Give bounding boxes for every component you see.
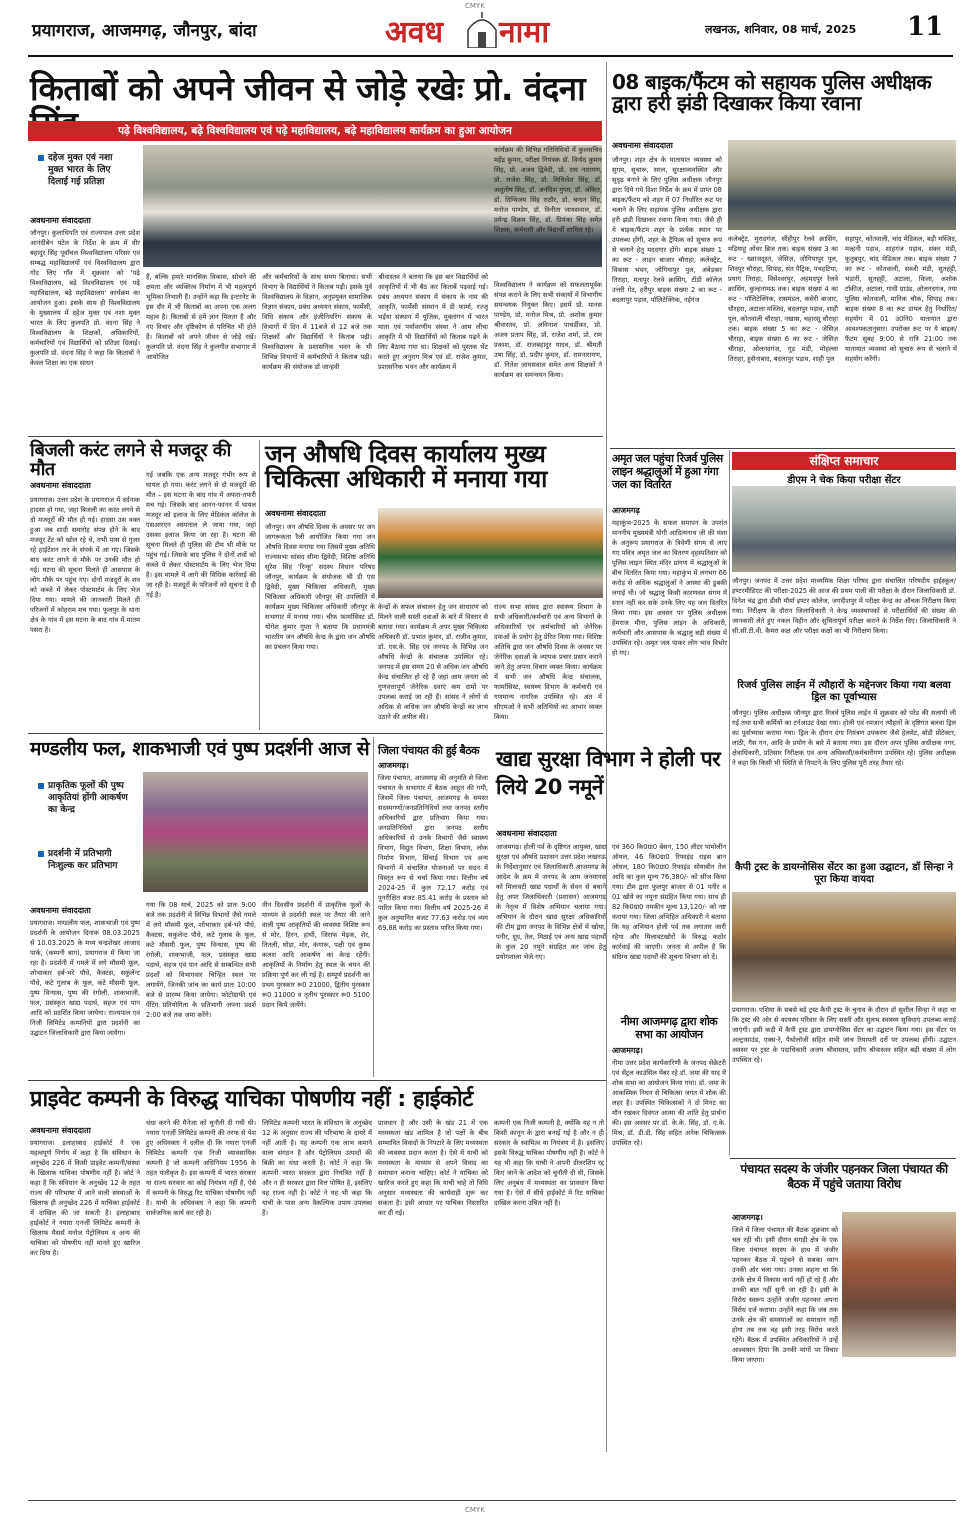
zila-headline: जिला पंचायत की हुई बैठक	[378, 744, 480, 757]
samachar-item2-text: जौनपुर। पुलिस अधीक्षक जौनपुर द्वारा रिजर्व पुलिस लाईन में शुक्रवार को परेड की सलामी ली गई तथा सभी कर्मियों का टर्नआउट देखा गया। होली एवं रमजान त्यौहारों के दृष्टिगत बलवा ड्रिल का पूर्वाभ्यास कराया गया। ड्रिल के दौरान दंगा नियंत्रण उपकरण जैसे हेलमेट, बॉडी प्रोटेक्टर, लाठी, गैस गन, आदि के प्रयोग के बारे में बताया गया। इस दौरान अपर पुलिस अधीक्षक नगर, क्षेत्राधिकारी, प्रतिसार निरीक्षक एवं अन्य अधिकारी/कर्मचारीगण उपस्थित रहे। पुलिस अधीक्षक ने कहा कि किसी भी स्थिति से निपटने के लिए पुलिस पूरी तरह तैयार रहे।	[732, 709, 956, 767]
logo-dome-icon	[465, 12, 499, 48]
samachar-title: संक्षिप्त समाचार	[732, 452, 956, 470]
header-dateline: लखनऊ, शनिवार, 08 मार्च, 2025	[705, 23, 857, 36]
lead-strap: पढ़े विश्वविद्यालय, बढ़े विश्वविद्यालय एवं पढ़े महाविद्यालय, बढ़े महाविद्यालय कार्यक्रम का हुआ आयोजन	[28, 121, 602, 141]
electro-byline: अवधनामा संवाददाता	[30, 481, 91, 490]
exhibition-col2: गया कि 08 मार्च, 2025 को प्रातः 9:00 बजे तक प्रदर्शनी में विभिन्न विभागों जैसे गमले में लगे मौसमी फूल, शोभाकार हर्ब-भरे पौधे, कैक्टस, सकुलेन्ट पौधे, कटे गुलाब के फूल, कटे मौसमी फूल, पुष्प विन्यास, पुष्प की रंगोली, शाकभाजी, फल, प्रसंस्कृत खाद्य पदार्थ, सहज एवं पान आदि से सम्बन्धित सभी प्रदर्शों को विभागवार चिन्हित स्थल पर लगायेंगे, जिनकी जांच का कार्य प्रातः 10:00 बजे से प्रारम्भ किया जायेगा। फोटोग्राफी एवं पेंटिंग प्रतियोगिता के प्रतिभागी अपना प्रदर्श 2:00 बजे तक जमा करेंगे।	[146, 901, 256, 1019]
rule-before-hc	[28, 1080, 606, 1081]
exhibition-bullet2: प्रदर्शनी में प्रतिभागी निःशुल्क कर प्रतिभाग	[38, 848, 138, 872]
exhibition-col3: तीन दिवसीय प्रदर्शनी में प्राकृतिक फूलों के माध्यम से प्रदर्शनी स्थल पर तैयार की जाने वाली पुष्प आकृतियों की व्यवस्था विशिष्ट रूप से मोर, हिरन, हाथी, जिराफ मेढ़क, शेर, तितली, घोड़ा, मोर, कंगारू, पक्षी एवं कुम्भ कलश आदि आकर्षण का केन्द्र रहेंगी। आकृतियों के निर्माण हेतु स्थल के चयन की प्रक्रिया पूर्ण कर ली गई है। सम्पूर्ण प्रदर्शनी का प्रथम पुरस्कार रू0 21000, द्वितीय पुरस्कार रू0 11000 व तृतीय पुरस्कार रू0 5100 प्रदान किये जायेंगे।	[262, 901, 370, 1009]
lead-bullet: दहेज मुक्त एवं नशा मुक्त भारत के लिए दिलाई गई प्रतिज्ञा	[38, 152, 130, 188]
divider-exhibition	[373, 737, 374, 1077]
hc-headline: प्राइवेट कम्पनी के विरुद्ध याचिका पोषणीय नहीं : हाईकोर्ट	[30, 1087, 473, 1112]
food-headline: खाद्य सुरक्षा विभाग ने होली पर लिये 20 नमूनें	[496, 747, 721, 799]
aushadhi-col1: जौनपुर। जन औषधि दिवस के अवसर पर जन जागरूकता रैली आयोजित किया गया जन औषधि दिवस मनाया गया जिसमें मुख्य अतिथि राज्यसभा सांसद सीमा द्विवेदी, विशिष्ट अतिथि सुरेश सिंह 'रिन्कू' सदस्य विधान परिषद जौनपुर, कार्यक्रम के संयोजक श्री डी एस द्विवेदी, मुख्य चिकित्सा अधिकारी, मुख्य चिकित्सा अधिकारी जौनपुर की उपस्थिति में कार्यक्रम मुख्य चिकित्सा अधिकारी जौनपुर के सभागार में मनाया गया। चीफ फार्मासिस्ट डॉ. योगेश कुमार गुप्ता ने बताया कि प्रधानमंत्री भारतीय जन औषधि केन्द्र के द्वारा जन औषधि का प्रचलन किया गया।	[265, 523, 375, 651]
rule-before-panchayat	[730, 1158, 956, 1159]
samachar-item1-photo	[732, 486, 956, 572]
logo-right-text: नामा	[499, 15, 550, 50]
aushadhi-photo	[378, 508, 603, 598]
lead-col5: कार्यक्रम की विभिन्न गतिविधियों में कुलसचिव महेंद्र कुमार, परीक्षा नियंत्रक डॉ. विनोद कुमार सिंह, प्रो. अजय द्विवेदी, प्रो. राम नारायण, प्रो. राजेश सिंह, प्रो. मिथिलेश सिंह, डॉ. अशुतोष सिंह, डॉ. अनंदिश गुप्ता, डॉ. अंकित, डॉ. दिग्विजय सिंह राठौर, डॉ. चन्दन सिंह, मनोज पाण्डेय, डॉ. विनीता जायसवाल, डॉ. प्रमेन्द्र विक्रम सिंह, डॉ. प्रियंका सिंह समेत शिक्षक, कर्मचारी और विद्यार्थी शामिल रहे।	[494, 146, 602, 234]
exhibition-bullet1: प्राकृतिक फूलों की पुष्प आकृतियां होंगी आकर्षण का केन्द्र	[38, 780, 138, 816]
lead-col4: श्रीवास्तव ने बताया कि इस बार विद्यार्थियों को आकृतियों में भी बैठ कर किताबें पढ़वाई गई। प्रबंध अध्ययन संकाय में संकाय के नाम की आकृति, फार्मेसी संस्थान में डी फार्मा, रज्जू भईया संस्थान में यूजिक, मुक्तांगन में भारत माता एवं पर्यावरणीय संस्था ने आम लीचा आकृति में भी विद्यार्थियों को किताब पढ़ने के लिए बैठाया गया था। शिक्षकों को पुस्तक भेंट करते हुए अनुराग मिश्र एवं डॉ. राजेश कुमार, प्रशासनिक भवन और कार्यक्रम में	[378, 273, 488, 371]
amrit-byline: आजमगढ़	[612, 506, 640, 515]
panchayat-photo	[842, 1212, 956, 1357]
shok-byline: आजमगढ़।	[612, 1046, 643, 1055]
divider-electro	[259, 440, 260, 730]
aushadhi-col2: केन्द्रों के सफल संचालन हेतु जन साधारण को मिलने वाली सस्ती दवाओं के बारे में विस्तार से बताया गया। कार्यक्रम में अपर मुख्य चिकित्सा अधिकारी डॉ. प्रभात कुमार, डॉ. राजीव कुमार, डॉ. एस.के. सिंह एवं जनपद के विभिन्न जन औषधि केन्द्रों के संचालक उपस्थित रहे। जनपद में इस समय 20 से अधिक जन औषधि केन्द्र संचालित हो रहे हैं जहां आम जनता को गुणवत्तापूर्ण जेनेरिक दवाएं कम दामों पर उपलब्ध कराई जा रही हैं। सांसद ने लोगों से अधिक से अधिक जन औषधि केन्द्रों का लाभ उठाने की अपील की।	[378, 603, 488, 721]
samachar-item3-head: कैपी ट्रस्ट के डायग्नोसिस सेंटर का हुआ उद्घाटन, डॉ सिन्हा ने पूरा किया वायदा	[734, 862, 953, 885]
exhibition-photo	[143, 772, 368, 892]
bike-col1: जौनपुर। शहर क्षेत्र के यातायात व्यवस्था को सुगम, सुचारू, सरल, सुरक्षाव्यवस्थित और सुदृढ़ बनाने के लिए पुलिस अधीक्षक जौनपुर द्वारा दिये गये दिशा निर्देश के क्रम में प्राप्त 08 बाइक/फैंटम को शहर में 07 निर्धारित रूट पर चलाने के लिए सहायक पुलिस अधीक्षक द्वारा हरी झंडी दिखाकर रवाना किया गया। जैसे ही ये बाइक/फैंटम शहर के प्रत्येक स्थान पर उपलब्ध होंगी, शहर के ट्रैफिक को सुचारु रूप से चलाने हेतु मददगार होंगे। बाइक संख्या 1 का रूट - लाइन बाजार चौराहा, कलेक्ट्रेट, विकास भवन, जोगियापुर पुल, अंबेडकर तिराहा, मतापुर रेलवे क्रासिंग, टीडी कॉलेज उत्तरी गेट, हरीपुर बाइक संख्या 2 का रूट - बदलापुर पड़ाव, पॉलिटेक्निक, नईगंज	[612, 156, 722, 304]
header-rule	[28, 55, 953, 57]
rule-after-aushadhi	[28, 733, 603, 734]
food-byline: अवधनामा संवाददाता	[496, 829, 557, 838]
page-number: 11	[907, 12, 944, 42]
lead-byline: अवधनामा संवाददाता	[30, 216, 91, 225]
logo-left-text: अवध	[385, 15, 444, 50]
exhibition-byline: अवधनामा संवाददाता	[30, 906, 91, 915]
food-col2: एवं 360 कि0ग्रा0 बेसन, 150 लीटर पामोलीन ऑयल, 46 कि0ग्रा0 रिफाइंड राइस ब्रान ऑयल, 180 कि0ग्रा0 रिफाइंड सोयाबीन तेल आदि का कुल मूल्य 76,380/- को सीज किया गया। टीम द्वारा फूलपुर बाजार से 01 पनीर व 01 खोये का नमूना संग्रहित किया गया। साथ ही 82 कि0ग्रा0 नमकीन मूल्य 13,120/- को नष्ट कराया गया। जिला अभिहित अधिकारी ने बताया कि यह अभियान होली पर्व तक लगातार जारी रहेगा और मिलावटखोरों के विरुद्ध कठोर कार्रवाई की जाएगी। जनता से अपील है कि संदिग्ध खाद्य पदार्थों की सूचना विभाग को दें।	[612, 843, 726, 961]
print-mark-bottom: CMYK	[465, 1506, 485, 1514]
hc-col4: प्रावधान है और उसी के खंड 21 में एक मध्यस्थता खंड शामिल है जो पक्षों के बीच सम्भावित विवादों के निपटारे के लिए मध्यस्थता की व्यवस्था प्रदान करता है। ऐसे में याची को मध्यस्थता के माध्यम से अपने विवाद का समाधान कराना चाहिए। कोर्ट ने याचिका को खारिज करते हुए कहा कि याची चाहे तो विधि अनुसार मध्यस्थता की कार्यवाही शुरू कर सकता है। इसी आधार पर याचिका निस्तारित कर दी गई।	[378, 1119, 488, 1217]
hc-col2: धंधा करने की मैनेजा को चुनौती दी गयी थी। नयारा एनर्जी लिमिटेड कम्पनी की तरफ से पेश हुए अधिवक्ता ने दलील दी कि नयारा एनर्जी लिमिटेड कम्पनी एक निजी व्यावसायिक कम्पनी है जो कम्पनी अधिनियम 1956 के तहत पंजीकृत है। इस कम्पनी में भारत सरकार या राज्य सरकार का कोई नियंत्रण नहीं है, ऐसे में कम्पनी के विरुद्ध रिट याचिका पोषणीय नहीं है। याची के अधिवक्ता ने कहा कि कम्पनी सार्वजनिक कार्य कर रही है।	[146, 1119, 256, 1217]
panchayat-headline: पंचायत सदस्य के जंजीर पहनकर जिला पंचायत की बैठक में पहुंचे जताया विरोध	[740, 1162, 948, 1191]
masthead-logo	[385, 10, 595, 50]
bike-photo	[728, 140, 956, 230]
lead-headline: किताबों को अपने जीवन से जोड़े रखेः प्रो. वंदना	[30, 69, 586, 108]
zila-text: जिला पंचायत, आजमगढ़ की अनुमति से जिला पंचायत के सभागार में बैठक आहूत की गयी, जिसमें जिला पंचायत, आजमगढ़ के समस्त सदस्यगणों/जनप्रतिनिधियों तथा जनपद स्तरीय अधिकारियों द्वारा प्रतिभाग किया गया। जनप्रतिनिधियों द्वारा जनपद स्तरीय अधिकारियों से उनके विभागों जैसे स्वास्थ्य विभाग, विद्युत विभाग, शिक्षा विभाग, लोक निर्माण विभाग, सिंचाई विभाग एवं अन्य विभागों में संचालित योजनाओं पर सदन में विस्तृत रूप से चर्चा किया गया। वित्तीय वर्ष 2024-25 में कुल 72.17 करोड़ एवं पुनरीक्षित बजट 85.41 करोड़ के प्रस्ताव को पारित किया गया। वित्तीय वर्ष 2025-26 में कुल अनुमानित बजट 77.63 करोड़ एवं व्यय 69.88 करोड़ का प्रस्ताव पारित किया गया।	[378, 774, 488, 932]
footer-rule	[28, 1500, 956, 1501]
hc-col1: प्रयागराज। इलाहाबाद हाईकोर्ट ने एक महत्वपूर्ण निर्णय में कहा है कि संविधान के अनुच्छेद 226 में किसी प्राइवेट कम्पनी/संस्था के खिलाफ याचिका पोषणीय नहीं है। कोर्ट ने कहा है कि संविधान के अनुच्छेद 12 के तहत राज्य की परिभाषा में आने वाली संस्थाओं के खिलाफ ही अनुच्छेद 226 में याचिका हाईकोर्ट में दाखिल की जा सकती है। इलाहाबाद हाईकोर्ट ने नयारा एनर्जी लिमिटेड कम्पनी के खिलाफ मैसर्स मनोज पेट्रोलियम व अन्य की याचिका को पोषणीय नहीं मानते हुए खारिज कर दिया है।	[30, 1139, 140, 1257]
amrit-headline: अमृत जल पहुंचा रिजर्व पुलिस लाइन श्रद्धालुओं में हुआ गंगा जल का वितरित	[612, 452, 723, 491]
bike-col2: कलेक्ट्रेट, मुरादगंज, सीहीपुर रेलवे क्रासिंग, मड़ियाहू ओवर ब्रिज तक। बाइक संख्या 3 का रूट - ख्वाजदूस्त, जेसिज़, जोगियापुर पुल, शिवपुर चौराहा, सिपाह, संत पैट्रिक, पचहटिया, प्रयाग तिराहा, विसेश्वरपुर, अहमदपुर रेलवे क्रासिंग, कुल्हनामऊ तक। बाइक संख्या 4 का रूट - पॉलिटेक्निक, रासमंडल, कसेरी बाजार, धौरहरा, अटाला मस्जिद, बदलापुर पड़ाव, शाही पुल, कोतवाली चौराहा, नखास, चहारसू चौराहा तक। बाइक संख्या 5 का रूट - जेसिज़ चौराहा, बाइक संख्या 6 का रूट - जेसिज़ चौराहा, ओलनदगंज, गुड़ मंडी, मोहल्ला तिराहा, हुसैनाबाद, बदलापुर पड़ाव, शाही पुल	[728, 235, 838, 363]
samachar-item3-text: प्रयागराज। एशिया के सबसे बड़े ट्रस्ट कैपी ट्रस्ट के चुनाव के दौरान डॉ सुशील सिन्हा ने कहा था कि ट्रस्ट की ओर से कायस्थ परिवार के लिए सस्ती और सुलभ स्वास्थ्य सुविधाएं उपलब्ध कराई जाएंगी। इसी कड़ी में कैपी ट्रस्ट द्वारा डायग्नोसिस सेंटर का उद्घाटन किया गया। इस सेंटर पर अल्ट्रासाउंड, एक्स-रे, पैथोलॉजी सहित सभी जांच रियायती दरों पर उपलब्ध होंगी। उद्घाटन अवसर पर ट्रस्ट के पदाधिकारी अजय श्रीवास्तव, प्रदीप श्रीवास्तव सहित बड़ी संख्या में लोग उपस्थित रहे।	[732, 1006, 956, 1064]
exhibition-headline: मण्डलीय फल, शाकभाजी एवं पुष्प प्रदर्शनी आज से	[30, 738, 370, 760]
samachar-item1-head: डीएम ने चेक किया परीक्षा सेंटर	[787, 475, 901, 486]
print-mark-top: CMYK	[465, 2, 485, 10]
aushadhi-headline: जन औषधि दिवस कार्यालय मुख्य चिकित्सा अधिकारी में मनाया गया	[265, 440, 547, 494]
lead-col2: हैं, बल्कि हमारे मानसिक विकास, सोचने की क्षमता और व्यक्तित्व निर्माण में भी महत्वपूर्ण भूमिका निभाती हैं। उन्होंने कहा कि इन्टरनेट के इस दौर में भी किताबों का अपना एक अलग महत्व है। किताबों से हमें ज्ञान मिलता है और नए विचार और दृष्टिकोण से परिचित भी होते हैं। किताबों को अपने जीवन से जोड़े रखें। कुलपति प्रो. वंदना सिंह ने कुलगीत सभागार में आयोजित	[146, 273, 256, 361]
panchayat-byline: आजमगढ़।	[732, 1213, 763, 1222]
rule-after-bike	[610, 448, 955, 449]
electro-headline: बिजली करंट लगने से मजदूर की मौत	[30, 440, 231, 480]
shok-text: नीमा उत्तर प्रदेश कार्यकारिणी के जनपद सेक्रेटरी एवं सेंट्रल काउंसिल मेंबर रहे डॉ. जमा की याद में शोक सभा का आयोजन किया गया। डॉ. जमा के आकस्मिक निधन से चिकित्सा जगत में शोक की लहर है। उपस्थित चिकित्सकों ने दो मिनट का मौन रखकर दिवंगत आत्मा की शांति हेतु प्रार्थना की। इस अवसर पर डॉ. के.के. सिंह, डॉ. ए.के. मिश्र, डॉ. डी.डी. सिंह सहित अनेक चिकित्सक उपस्थित रहे।	[612, 1059, 726, 1147]
food-col1: आजमगढ़। होली पर्व के दृष्टिगत आयुक्त, खाद्य सुरक्षा एवं औषधि प्रशासन उत्तर प्रदेश लखनऊ के निर्देशानुसार एवं जिलाधिकारी आजमगढ़ के आदेश के क्रम में जनपद के आम जनमानस को मिलावटी खाद्य पदार्थों के सेवन से बचाने हेतु अपर जिलाधिकारी (प्रशासन) आजमगढ़ के नेतृत्व में विशेष अभियान चलाया गया। अभियान के दौरान खाद्य सुरक्षा अधिकारियों की टीम द्वारा जनपद के विभिन्न क्षेत्रों में खोया, पनीर, दूध, तेल, मिठाई एवं अन्य खाद्य पदार्थों के कुल 20 नमूने संग्रहित कर जांच हेतु प्रयोगशाला भेजे गए।	[496, 843, 606, 961]
bike-headline: 08 बाइक/फैंटम को सहायक पुलिस अधीक्षक द्वारा हरी झंडी दिखाकर किया रवाना	[612, 70, 932, 115]
samachar-item1-text: जौनपुर। जनपद में उत्तर प्रदेश माध्यमिक शिक्षा परिषद द्वारा संचालित परिषदीय हाईस्कूल/इण्टरमीडिएट की परीक्षा-2025 की आज की प्रथम पाली की परीक्षा के दौरान जिलाधिकारी डॉ. दिनेश चंद्र द्वारा डीसी मौर्या इण्टर कॉलेज, जगदीशपुर में परीक्षा केन्द्र का औचक निरीक्षण किया गया। निरीक्षण के दौरान जिलाधिकारी ने केन्द्र व्यवस्थापकों से परीक्षार्थियों की संख्या की जानकारी लेते हुए नकल विहीन और सुचितापूर्ण परीक्षा कराने के निर्देश दिए। जिलाधिकारी ने सी.सी.टी.वी. कैमरा कक्ष और परीक्षा कक्षों का भी निरीक्षण किया।	[732, 577, 956, 635]
divider-samachar	[729, 450, 730, 1155]
aushadhi-col3: राज्य सभा सांसद द्वारा स्वास्थ्य विभाग के सभी अधिकारी/कर्मचारी एवं अन्य विभागों के अधिकारियों एवं कर्मचारियों को जेनेरिक दवाओं के प्रयोग हेतु प्रेरित किया गया। विशिष्ट अतिथि द्वारा जन औषधि दिवस के अवसर पर जेनेरिक दवाओं के व्यापक प्रचार प्रसार कराने जाने हेतु अपना विचार व्यक्त किया। कार्यक्रम में सभी जन औषधि केन्द्र संचालक, फार्मासिस्ट, स्वास्थ्य विभाग के कर्मचारी एवं गणमान्य नागरिक उपस्थित रहे। अंत में सीएमओ ने सभी अतिथियों का आभार व्यक्त किया।	[494, 603, 602, 721]
aushadhi-byline: अवधनामा संवाददाता	[265, 509, 326, 518]
samachar-item3-photo	[732, 892, 956, 1002]
lead-col1: जौनपुर। कुलाधिपति एवं राज्यपाल उत्तर प्रदेश आनंदीबेन पटेल के निर्देश के क्रम में वीर बहादुर सिंह पूर्वांचल विश्वविद्यालय परिसर एवं सम्बद्ध महाविद्यालयों एवं विश्वविद्यालय द्वारा गोद लिए गाँव में शुक्रवार को 'पढ़े विश्वविद्यालय, बढ़े विश्वविद्यालय एवं पढ़े महाविद्यालय, बढ़े महाविद्यालय' कार्यक्रम का आयोजन हुआ। इसके साथ ही विश्वविद्यालय के मुख्यालय में दहेज मुक्त एवं नशा मुक्त भारत के लिए कुलपति प्रो. वंदना सिंह ने विश्वविद्यालय के शिक्षकों, अधिकारियों, कर्मचारियों एवं विद्यार्थियों को प्रतिज्ञा दिलाई। कुलपति प्रो. वंदना सिंह ने कहा कि किताबों ने केवल शिक्षा का एक साधन	[30, 229, 140, 367]
lead-col3: और कर्मचारियों के साथ समय बिताया। सभी विभाग के विद्यार्थियों ने किताब पढ़ी। इसके पूर्व विश्वविद्यालय के विज्ञान, अनुप्रयुक्त सामाजिक विज्ञान संकाय, प्रबंध अध्ययन संकाय, फार्मेसी, विधि संकाय और इंजीनियरिंग संकाय के विभागों में दिन में 11बजे से 12 बजे तक शिक्षकों और विद्यार्थियों ने किताब पढ़ी। विश्वविद्यालय के प्रशासनिक भवन के भी विभिन्न विभागों में कर्मचारियों ने किताब पढ़ी। कार्यक्रम की संयोजक डॉ जान्हवी	[262, 273, 372, 371]
hc-byline: अवधनामा संवाददाता	[30, 1126, 91, 1135]
panchayat-text: जिले में जिला पंचायत की बैठक शुक्रवार को चल रही थी। इसी दौरान सगड़ी क्षेत्र के एक जिला पंचायत सदस्य के हाथ में जंजीर पहनकर बैठक में पहुंचने से सबका ध्यान उनकी ओर चला गया। उनका कहना था कि उनके क्षेत्र में विकास कार्य नहीं हो रहे हैं और उनकी बात नहीं सुनी जा रही है। इसी के विरोध स्वरूप उन्होंने जंजीर पहनकर अपना विरोध दर्ज कराया। उन्होंने कहा कि जब तक उनके क्षेत्र की समस्याओं का समाधान नहीं होगा तब तक वह इसी तरह विरोध करते रहेंगे। बैठक में उपस्थित अधिकारियों ने उन्हें आश्वासन दिया कि उनकी मांगों पर विचार किया जाएगा।	[732, 1226, 838, 1364]
header-regions: प्रयागराज, आजमगढ़, जौनपुर, बांदा	[32, 21, 257, 41]
electro-col2: गई जबकि एक अन्य मजदूर गंभीर रूप से घायल हो गया। करंट लगने से दो मजदूरों की मौत – इस घटना के बाद गांव में अफरा-तफरी मच गई। जिसके बाद आनन-फानन में घायल मजदूर को इलाज के लिए मेडिकल कॉलेज के एसआरएन अस्पताल ले जाया गया, जहां उसका इलाज किया जा रहा है। घटना की सूचना मिलते ही पुलिस की टीम भी मौके पर पहुंच गई। जिसके बाद पुलिस ने दोनों शवों को कब्जे में लेकर पोस्टमार्टम के लिए भेज दिया है। इस मामले में आगे की विधिक कार्रवाई की जा रही है। मजदूरों के परिजनों को सूचना दे दी गई है।	[146, 471, 256, 599]
bike-byline: अवधनामा संवाददाता	[612, 141, 673, 150]
lead-col6: विश्वविद्यालय ने कार्यक्रम को सफलतापूर्वक संपन्न कराने के लिए सभी संकायों में विभागीय समन्वयक नियुक्त किए। इसमें प्रो. मानस पाण्डेय, प्रो. मनोज मिश्र, प्रो. अशोक कुमार श्रीवास्तव, प्रो. अविनाश पाथर्डीकर, प्रो. अजय प्रताप सिंह, प्रो. राजेश शर्मा, प्रो. राम प्रकाश, डॉ. राजबहादुर यादव, डॉ. श्रीमती उषा सिंह, डॉ. प्रदीप कुमार, डॉ. रामनारायण, डॉ. नितेश जायसवाल समेत अन्य शिक्षकों ने कार्यक्रम का समन्वयन किया।	[494, 281, 602, 379]
hc-col3: लिमिटेड कम्पनी भारत के संविधान के अनुच्छेद 12 के अनुसार राज्य की परिभाषा के दायरे में नहीं आती है। यह कम्पनी एक लाभ कमाने वाला संगठन है और पेट्रोलियम उत्पादों की बिक्री का धंधा करती है। कोर्ट ने कहा कि कम्पनी भारत सरकार द्वारा नियंत्रित नहीं है और न ही सरकार द्वारा वित्त पोषित है, इसलिए वह राज्य नहीं है। कोर्ट ने यह भी कहा कि याची के पास अन्य वैकल्पिक उपाय उपलब्ध हैं।	[262, 1119, 372, 1217]
exhibition-col1: प्रयागराज। मण्डलीय फल, शाकभाजी एवं पुष्प प्रदर्शनी के आयोजन दिनांक 08.03.2025 से 10.03.2025 के मध्य चन्द्रशेखर आजाद पार्क, (कम्पनी बाग), प्रयागराज में किया जा रहा है। प्रदर्शनी में गमले में लगे मौसमी फूल, शोभाकार हर्ब-भरे पौधे, कैक्टस, सकुलेन्ट पौधे, कटे गुलाब के फूल, कटे मौसमी फूल, पुष्प विन्यास, पुष्प की रंगोली, शाकभाजी, फल, प्रसंस्कृत खाद्य पदार्थ, सहज एवं पान आदि को प्रदर्शित किया जायेगा। राज्यपाल एवं निजी लिमिटेड कम्पनियों द्वारा प्रदर्शनी का उद्घाटन जिलाधिकारी द्वारा किया जायेगा।	[30, 919, 140, 1037]
amrit-text: महाकुंभ-2025 के सफल समापन के उपरांत माननीय मुख्यमंत्री योगी आदित्यनाथ जी की मंशा के अनुरूप प्रयागराज के त्रिवेणी संगम से लाए गए पवित्र अमृत जल का वितरण वृहस्पतिवार को पुलिस लाइन स्थित मंदिर प्रांगण में श्रद्धालुओं के बीच वितरित किया गया। महाकुंभ में लगभग 66 करोड़ से अधिक श्रद्धालुओं ने आस्था की डुबकी लगाई थी। जो श्रद्धालु किसी कारणवश संगम में स्नान नहीं कर सके उनके लिए यह जल वितरित किया गया। इस अवसर पर पुलिस अधीक्षक हेमराज मीना, पुलिस लाइन के अधिकारी, कर्मचारी और आसपास के श्रद्धालु बड़ी संख्या में उपस्थित रहे। अमृत जल पाकर लोग भाव विभोर हो गए।	[612, 519, 727, 657]
hc-col5: कम्पनी एक निजी कम्पनी है, क्योंकि यह न तो किसी कानून के द्वारा बनाई गई है और न ही सरकार के स्वामित्व या नियंत्रण में है। इसलिए इसके विरुद्ध याचिका पोषणीय नहीं है। कोर्ट ने यह भी कहा कि याची ने अपनी डीलरशिप रद्द किए जाने के आदेश को चुनौती दी थी, जिसके लिए अनुबंध में मध्यस्थता का प्रावधान किया गया है। ऐसे में सीधे हाईकोर्ट में रिट याचिका दाखिल करना उचित नहीं है।	[494, 1119, 604, 1207]
bike-col3: सहापुर, कोतवाली, चांद मेडिकल, बड़ी मस्जिद, मल्हनी पड़ाव, शाहगंज पड़ाव, शंकर मंडी, कुतुबपुर, चांद मेडिकल तक। बाइक संख्या 7 का रूट - कोतवाली, सब्जी मंडी, सुतहट्टी, भंडारी, सुतहट्टी, अटाला, किला, अशोक टॉकीज, अटाला, गांधी ग्राउंड, ओलनदगंज, नया पुलिस कोतवाली, मानिक चौक, सिपाह तक। बाइक संख्या 8 का रूट डायल हेतु निर्धारित/सहयोग में 01 उ0नि0 यातायात द्वारा आवश्यकतानुसार। उपरोक्त रूट पर ये बाइक/फैंटम सुबह 9:00 से रात्रि 21:00 तक यातायात व्यवस्था को सुचारु रूप से चलाने में सहयोग करेंगी।	[845, 235, 957, 363]
zila-byline: आजमगढ़।	[378, 761, 409, 770]
rule-after-lead	[28, 436, 603, 437]
electro-col1: प्रयागराज। उत्तर प्रदेश के प्रयागराज में दर्दनाक हादसा हो गया, जहां बिजली का करंट लगने से दो मजदूरों की मौत हो गई। हादसा उस वक्त हुआ जब शादी समारोह संपन्न होने के बाद मजदूर टेंट को खोल रहे थे, तभी पास से गुजर रहे हाईटेंशन तार के संपर्क में आ गए। जिसके बाद करंट लगने से मौके पर उनकी मौत हो गई। घटना की सूचना मिलते ही आसपास के लोग मौके पर पहुंच गए। दोनों मजदूरों के शव को कब्जे में लेकर पोस्टमार्टम के लिए भेज दिया गया। मामले की जानकारी मिलते ही परिजनों में कोहराम मच गया। फूलपुर के थाना क्षेत्र के गांव में इस घटना के बाद गांव में मातम पसरा है।	[30, 496, 140, 634]
samachar-item2-head: रिजर्व पुलिस लाईन में त्यौहारों के मद्देनजर किया गया बलवा ड्रिल का पूर्वाभ्यास	[737, 680, 951, 703]
shok-headline: नीमा आजमगढ़ द्वारा शोक सभा का आयोजन	[620, 1015, 718, 1041]
